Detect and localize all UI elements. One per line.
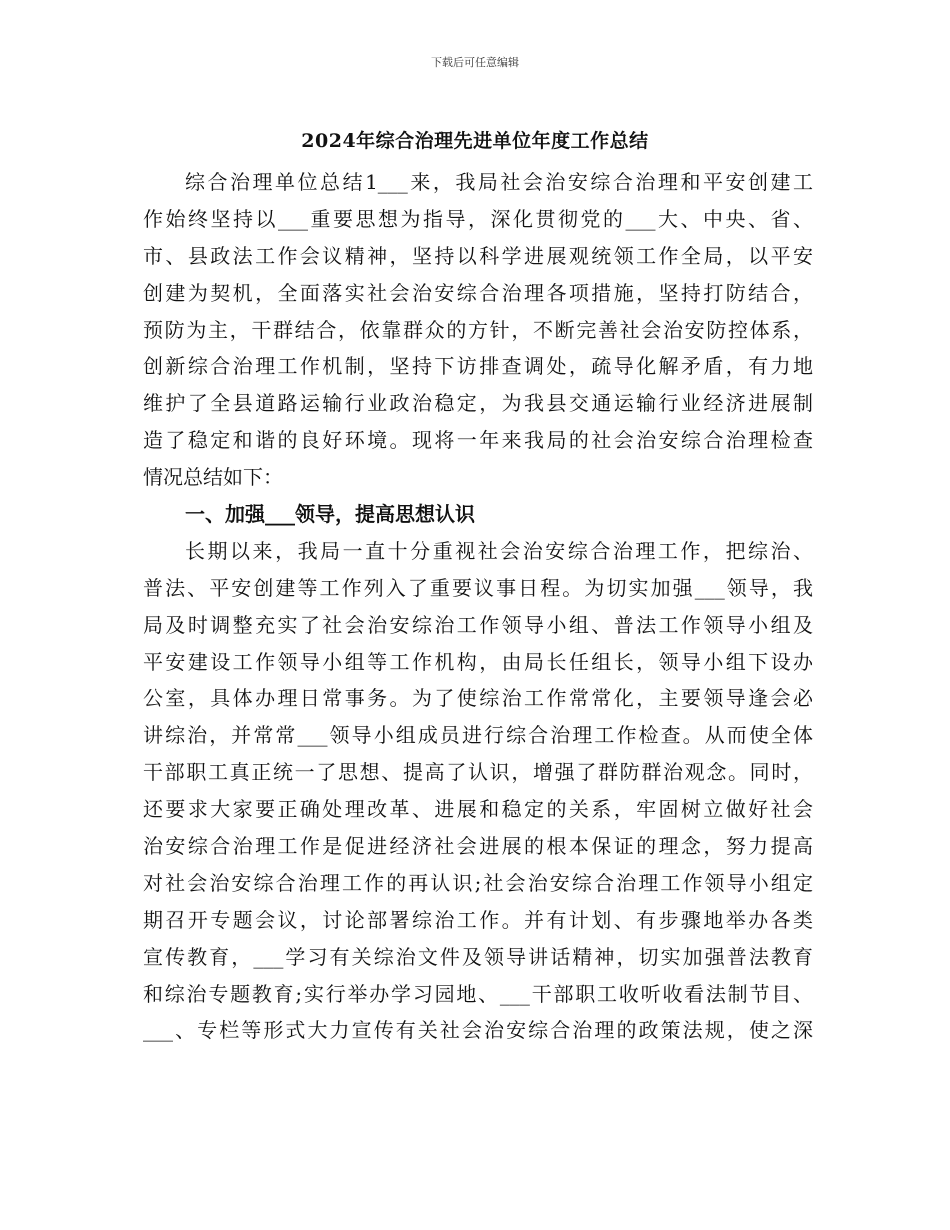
paragraph-line: 长期以来，我局一直十分重视社会治安综合治理工作，把综治、 — [185, 538, 813, 563]
paragraph-line: 综合治理单位总结1___来，我局社会治安综合治理和平安创建工 — [185, 170, 813, 194]
paragraph-line: 宣传教育，___学习有关综治文件及领导讲话精神，切实加强普法教育 — [143, 944, 813, 969]
paragraph-line: 干部职工真正统一了思想、提高了认识，增强了群防群治观念。同时， — [143, 760, 813, 785]
paragraph-line: 市、县政法工作会议精神，坚持以科学进展观统领工作全局，以平安 — [143, 243, 813, 268]
paragraph-line: 和综治专题教育;实行举办学习园地、___干部职工收听收看法制节目、 — [143, 981, 813, 1006]
document-title: 2024年综合治理先进单位年度工作总结 — [301, 130, 649, 152]
paragraph-line: 对社会治安综合治理工作的再认识;社会治安综合治理工作领导小组定 — [143, 870, 813, 895]
paragraph-line: 作始终坚持以___重要思想为指导，深化贯彻党的___大、中央、省、 — [143, 206, 813, 231]
paragraph-line: 造了稳定和谐的良好环境。现将一年来我局的社会治安综合治理检查 — [143, 428, 813, 453]
paragraph-line: 情况总结如下： — [143, 465, 283, 490]
paragraph-line: 平安建设工作领导小组等工作机构，由局长任组长，领导小组下设办 — [143, 649, 813, 674]
document-body — [143, 164, 813, 1049]
paragraph-line: 维护了全县道路运输行业政治稳定，为我县交通运输行业经济进展制 — [143, 391, 813, 416]
paragraph-line: 普法、平安创建等工作列入了重要议事日程。为切实加强___领导，我 — [143, 575, 813, 600]
paragraph-line: 还要求大家要正确处理改革、进展和稳定的关系，牢固树立做好社会 — [143, 797, 813, 822]
paragraph-line: 治安综合治理工作是促进经济社会进展的根本保证的理念，努力提高 — [143, 834, 813, 859]
paragraph-line: 创建为契机，全面落实社会治安综合治理各项措施，坚持打防结合， — [143, 280, 813, 305]
paragraph-line: 局及时调整充实了社会治安综治工作领导小组、普法工作领导小组及 — [143, 612, 813, 637]
header-note: 下载后可任意编辑 — [431, 56, 519, 69]
paragraph-line: ___、专栏等形式大力宣传有关社会治安综合治理的政策法规，使之深 — [143, 1018, 813, 1043]
paragraph-line: 期召开专题会议，讨论部署综治工作。并有计划、有步骤地举办各类 — [143, 907, 813, 932]
section-heading: 一、加强___领导，提高思想认识 — [185, 502, 475, 527]
paragraph-line: 创新综合治理工作机制，坚持下访排查调处，疏导化解矛盾，有力地 — [143, 354, 813, 379]
paragraph-line: 预防为主，干群结合，依靠群众的方针，不断完善社会治安防控体系， — [143, 317, 813, 342]
paragraph-line: 讲综治，并常常___领导小组成员进行综合治理工作检查。从而使全体 — [143, 723, 813, 748]
paragraph-line: 公室，具体办理日常事务。为了使综治工作常常化，主要领导逢会必 — [143, 686, 813, 711]
